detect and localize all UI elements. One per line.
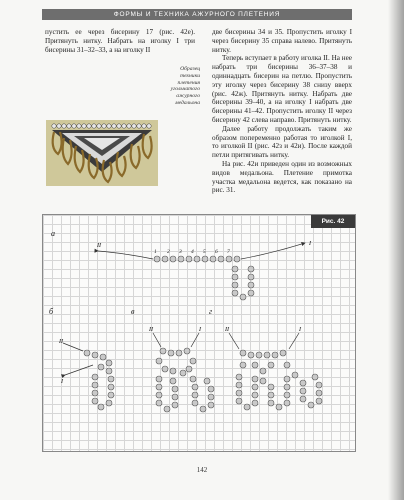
page-number: 142 (196, 466, 208, 474)
medallion-illustration (46, 120, 158, 186)
bead-number: 6 (215, 249, 218, 255)
running-header: ФОРМЫ И ТЕХНИКА АЖУРНОГО ПЛЕТЕНИЯ (42, 9, 352, 20)
needle-II-label-a: II (97, 243, 101, 249)
subfigure-label-d: г (209, 307, 213, 316)
right-paragraph-2: Теперь вступает в работу иголка II. На нее набрать три бисерины 36–37–38 и одиннадцать бисерин на петлю. Пропустить эту иголку через бисерину 38 снизу вверх (рис. 42ж). Притянуть нитку. Набрать две бисерины 39–40, а на иголку I набрать две бисерины 41–42. Пропустить иголку II через бисерину 42 слева направо. Притянуть нитку. (212, 54, 352, 124)
bead-number: 3 (179, 249, 182, 255)
photo-caption: Образец техники плетения угольчатого ажурного медальона (170, 66, 200, 106)
bead-number: 7 (227, 249, 230, 255)
right-paragraph-1: две бисерины 34 и 35. Пропустить иголку I через бисерину 35 справа налево. Притянуть нитку. (212, 28, 352, 54)
subfigure-a (98, 243, 305, 300)
bead-number: 1 (154, 249, 157, 255)
needle-I-label-d: I (299, 327, 301, 333)
bead-number: 2 (167, 249, 170, 255)
right-paragraph-4: На рис. 42и приведен один из возможных видов медальона. Плетение примотка участка медальона ведется, как показано на рис. 31. (212, 159, 352, 195)
figure-label: Рис. 42 (311, 215, 355, 228)
subfigure-label-c: в (131, 307, 135, 316)
subfigure-d (229, 333, 322, 410)
subfigure-b (63, 343, 114, 410)
bead-number: 4 (191, 249, 194, 255)
needle-I-label-c: I (199, 327, 201, 333)
left-paragraph: пустить ее через бисерину 17 (рис. 42е). Притянуть нитку. Набрать на иголку I три бисерины 31–32–33, а на иголку II (45, 28, 195, 54)
subfigure-label-b: б (49, 307, 54, 316)
needle-I-label-b: I (61, 379, 63, 385)
needle-I-label-a: I (309, 241, 311, 247)
subfigure-label-a: а (51, 229, 55, 238)
needle-II-label-d: II (225, 327, 229, 333)
bead-pattern-drawing (43, 215, 355, 451)
right-paragraph-3: Далее работу продолжать таким же образом попеременно работая то иголкой I, то иголкой II (рис. 42з и 42и). После каждой петли притягивать нитку. (212, 124, 352, 160)
needle-II-label-b: II (59, 339, 63, 345)
page-edge-shadow (388, 0, 404, 500)
medallion-photo (46, 120, 158, 186)
left-text-column (45, 28, 195, 54)
bead-diagram-figure (42, 214, 356, 452)
bead-number: 5 (203, 249, 206, 255)
right-text-column (212, 28, 352, 195)
subfigure-c (153, 333, 214, 412)
needle-II-label-c: II (149, 327, 153, 333)
